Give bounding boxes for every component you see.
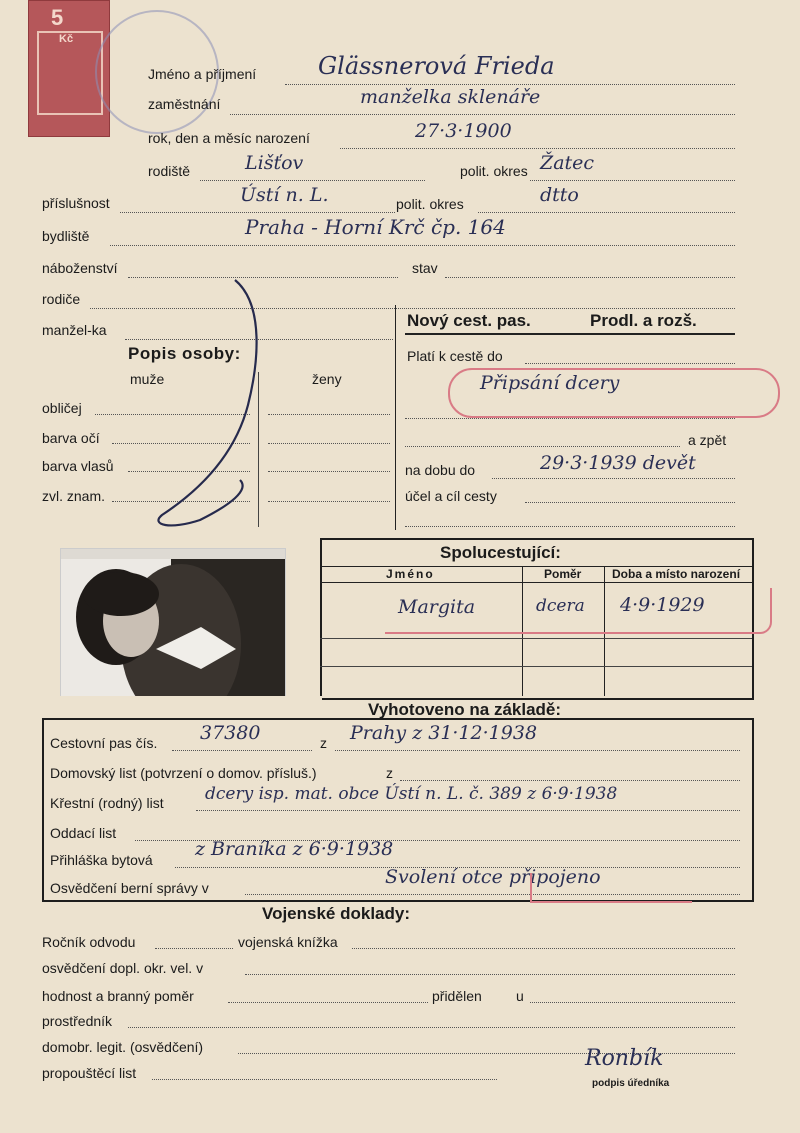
passport-num-line <box>172 750 312 751</box>
companions-header-name: Jméno <box>386 567 435 581</box>
companions-header-birth: Doba a místo narození <box>612 567 741 581</box>
purpose-line-2 <box>405 526 735 527</box>
name-value: Glässnerová Frieda <box>318 52 555 80</box>
period-line <box>492 478 735 479</box>
citizenship-value: Ústí n. L. <box>240 184 329 206</box>
legit-label: domobr. legit. (osvědčení) <box>42 1039 204 1055</box>
job-label: zaměstnání <box>148 96 221 112</box>
cert-line <box>245 974 735 975</box>
hair-female-line <box>268 471 390 472</box>
broker-line <box>128 1027 735 1028</box>
status-line <box>445 277 735 278</box>
official-signature: Ronbík <box>585 1046 664 1071</box>
period-value: 29·3·1939 devět <box>540 452 696 474</box>
destination-line-2 <box>405 418 735 419</box>
section-divider <box>395 305 396 530</box>
discharge-label: propouštěcí list <box>42 1065 137 1081</box>
valid-label: Platí k cestě do <box>407 348 503 364</box>
stamp-value: 5 <box>51 5 64 30</box>
companions-header-relation: Poměr <box>544 567 582 581</box>
basis-title: Vyhotoveno na základě: <box>368 700 562 719</box>
male-column-label: muže <box>130 371 165 387</box>
residence-value: Praha - Horní Krč čp. 164 <box>245 215 506 239</box>
female-column-label: ženy <box>312 371 342 387</box>
hair-color-label: barva vlasů <box>42 458 114 474</box>
stamp-emblem <box>37 31 103 115</box>
face-label: obličej <box>42 400 82 416</box>
home-from-label: z <box>386 765 393 781</box>
companion-birth: 4·9·1929 <box>620 594 705 616</box>
citizenship-line <box>120 212 395 213</box>
military-title: Vojenské doklady: <box>262 904 411 923</box>
residence-label: bydliště <box>42 228 90 244</box>
tax-label: Osvědčení berní správy v <box>50 880 209 896</box>
residence-line <box>110 245 735 246</box>
cert-label: osvědčení dopl. okr. vel. v <box>42 960 204 976</box>
home-list-line <box>400 780 740 781</box>
housing-value: z Braníka z 6·9·1938 <box>195 838 394 860</box>
baptism-value: dcery isp. mat. obce Ústí n. L. č. 389 z 6·9·1938 <box>205 784 618 804</box>
discharge-line <box>152 1079 497 1080</box>
birthplace-label: rodiště <box>148 163 191 179</box>
tax-value: Svolení otce připojeno <box>385 866 601 888</box>
year-label: Ročník odvodu <box>42 934 136 950</box>
assigned-line <box>530 1002 735 1003</box>
period-label: na dobu do <box>405 462 476 478</box>
spouse-label: manžel-ka <box>42 322 107 338</box>
strike-through-bracket <box>140 275 270 535</box>
broker-label: prostředník <box>42 1013 113 1029</box>
military-book-label: vojenská knížka <box>238 934 338 950</box>
purpose-label: účel a cíl cesty <box>405 488 497 504</box>
destination-line-3 <box>405 446 680 447</box>
job-line <box>230 114 735 115</box>
stamp-currency: Kč <box>59 33 74 45</box>
face-female-line <box>268 414 390 415</box>
description-title: Popis osoby: <box>128 344 241 363</box>
photo-portrait <box>61 549 285 701</box>
back-label: a zpět <box>688 432 727 448</box>
applicant-photo <box>60 548 286 702</box>
passport-title-rule <box>405 333 735 335</box>
dob-value: 27·3·1900 <box>415 120 512 142</box>
basis-box-notch <box>42 696 322 718</box>
eye-female-line <box>268 443 390 444</box>
home-list-label: Domovský list (potvrzení o domov. přísluš.) <box>50 765 317 781</box>
district2-line <box>478 212 735 213</box>
purpose-line <box>525 502 735 503</box>
birthplace-value: Lišťov <box>245 152 304 174</box>
companion-name: Margita <box>398 596 476 618</box>
name-line <box>285 84 735 85</box>
marriage-label: Oddací list <box>50 825 117 841</box>
parents-label: rodiče <box>42 291 81 307</box>
dob-line <box>340 148 735 149</box>
at-label: u <box>516 988 524 1004</box>
housing-label: Přihláška bytová <box>50 852 153 868</box>
companions-header-rule <box>320 582 752 583</box>
companions-row-rule-2 <box>320 666 752 667</box>
military-book-line <box>352 948 735 949</box>
assigned-label: přidělen <box>432 988 482 1004</box>
district-label: polit. okres <box>460 163 528 179</box>
job-value: manželka sklenáře <box>360 86 541 108</box>
passport-from-label: z <box>320 735 327 751</box>
companions-title: Spolucestující: <box>440 543 561 562</box>
companions-row-rule-1 <box>320 638 752 639</box>
name-label: Jméno a příjmení <box>148 66 257 82</box>
status-label: stav <box>412 260 438 276</box>
district2-label: polit. okres <box>396 196 464 212</box>
valid-line <box>525 363 735 364</box>
birthplace-line <box>200 180 425 181</box>
district2-value: dtto <box>540 184 579 206</box>
year-line <box>155 948 233 949</box>
companion-relation: dcera <box>536 596 585 616</box>
signature-label: podpis úředníka <box>592 1078 670 1089</box>
passport-from-line <box>335 750 740 751</box>
eye-color-label: barva očí <box>42 430 100 446</box>
dob-label: rok, den a měsíc narození <box>148 130 310 146</box>
new-passport-title: Nový cest. pas. <box>407 311 531 330</box>
religion-label: náboženství <box>42 260 118 276</box>
passport-from-value: Prahy z 31·12·1938 <box>350 722 538 744</box>
passport-num-label: Cestovní pas čís. <box>50 735 158 751</box>
baptism-line <box>196 810 740 811</box>
passport-num-value: 37380 <box>200 722 261 744</box>
red-annotation-tax <box>530 873 692 903</box>
extension-title: Prodl. a rozš. <box>590 311 697 330</box>
special-marks-label: zvl. znam. <box>42 488 106 504</box>
citizenship-label: příslušnost <box>42 195 110 211</box>
district-value: Žatec <box>540 152 595 174</box>
valid-value: Připsání dcery <box>480 372 620 394</box>
district-line <box>530 180 735 181</box>
rank-line <box>228 1002 428 1003</box>
marks-female-line <box>268 501 390 502</box>
baptism-label: Křestní (rodný) list <box>50 795 164 811</box>
rank-label: hodnost a branný poměr <box>42 988 194 1004</box>
